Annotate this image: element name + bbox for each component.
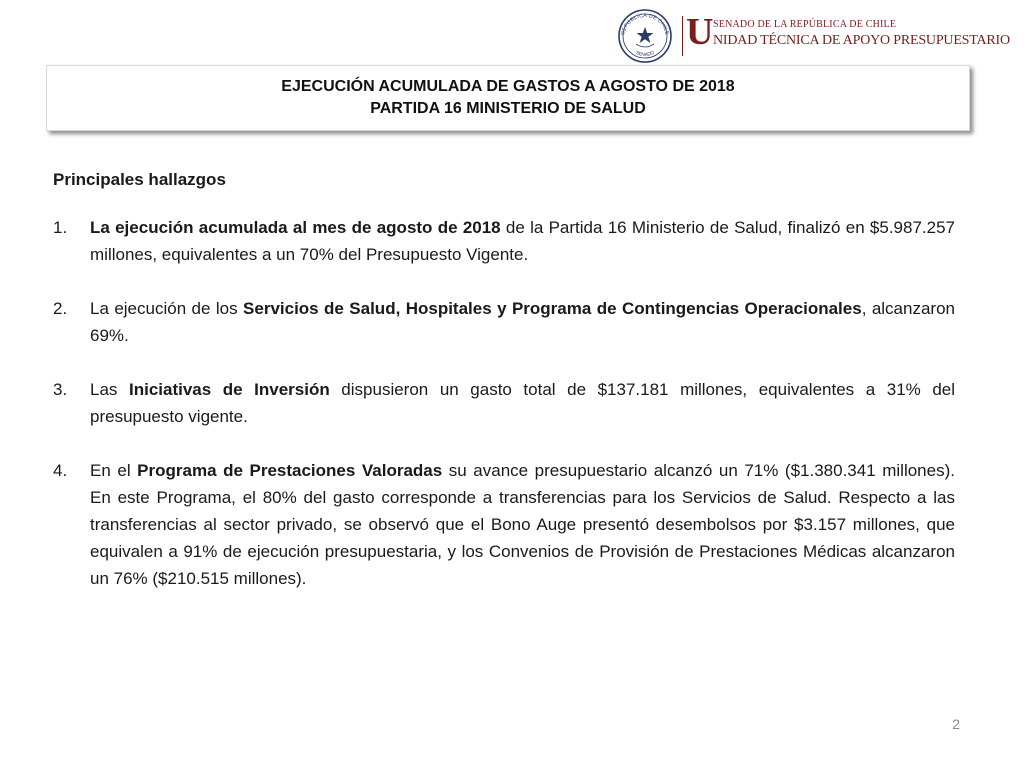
finding-text <box>90 380 955 426</box>
finding-item <box>53 457 955 592</box>
seal-text-top: REPÚBLICA DE CHILE <box>620 12 670 36</box>
finding-text-bold: Programa de Prestaciones Valoradas <box>137 461 443 480</box>
title-line-1: EJECUCIÓN ACUMULADA DE GASTOS A AGOSTO DE 2018 <box>281 78 735 95</box>
finding-text-run: Las <box>90 380 129 399</box>
title-line-2: PARTIDA 16 MINISTERIO DE SALUD <box>370 100 646 117</box>
finding-text-run: su avance presupuestario alcanzó un 71% ($1.380.341 millones). En este Programa, el 80% del gasto corresponde a transferencias para los Servicios de Salud. Respecto a las transferencias al sector privado, se observó que el Bono Auge presentó desembolsos por $3.157 millones, que equivalen a 91% de ejecución presupuestaria, y los Convenios de Provisión de Prestaciones Médicas alcanzaron un 76% ($210.515 millones). <box>90 461 955 588</box>
main-content <box>53 168 955 619</box>
seal-text-bottom: SENADO <box>634 50 656 59</box>
finding-text-run: dispusieron un gasto total de $137.181 millones, equivalentes a 31% del presupuesto vigente. <box>90 380 956 426</box>
finding-number: 4. <box>53 461 68 480</box>
title-box <box>46 65 970 131</box>
logo-letter: U <box>686 11 714 53</box>
finding-text <box>90 299 955 345</box>
finding-item <box>53 214 955 268</box>
finding-text-bold: Servicios de Salud, Hospitales y Programa de Contingencias Operacionales <box>243 299 862 318</box>
finding-item <box>53 376 955 430</box>
finding-text <box>90 218 955 264</box>
finding-text-run: de la Partida 16 Ministerio de Salud, finalizó en $5.987.257 millones, equivalentes a un 70% del Presupuesto Vigente. <box>90 218 955 264</box>
finding-text-run: , alcanzaron 69%. <box>90 299 955 345</box>
finding-number: 2. <box>53 299 68 318</box>
finding-text-bold: La ejecución acumulada al mes de agosto de 2018 <box>90 218 501 237</box>
header-logo <box>614 8 1014 64</box>
finding-text-bold: Iniciativas de Inversión <box>128 380 330 399</box>
logo-divider <box>682 16 683 56</box>
finding-text-run: La ejecución de los <box>90 299 244 318</box>
finding-text <box>90 461 955 588</box>
finding-number: 1. <box>53 218 68 237</box>
senate-seal-icon <box>614 8 676 64</box>
logo-unit-text: NIDAD TÉCNICA DE APOYO PRESUPUESTARIO <box>713 33 1010 48</box>
findings-list <box>53 214 955 592</box>
logo-senado-text: SENADO DE LA REPÚBLICA DE CHILE <box>713 19 897 30</box>
finding-item <box>53 295 955 349</box>
section-heading: Principales hallazgos <box>53 170 226 189</box>
finding-text-run: En el <box>90 461 138 480</box>
finding-number: 3. <box>53 380 68 399</box>
page-number: 2 <box>952 716 960 732</box>
